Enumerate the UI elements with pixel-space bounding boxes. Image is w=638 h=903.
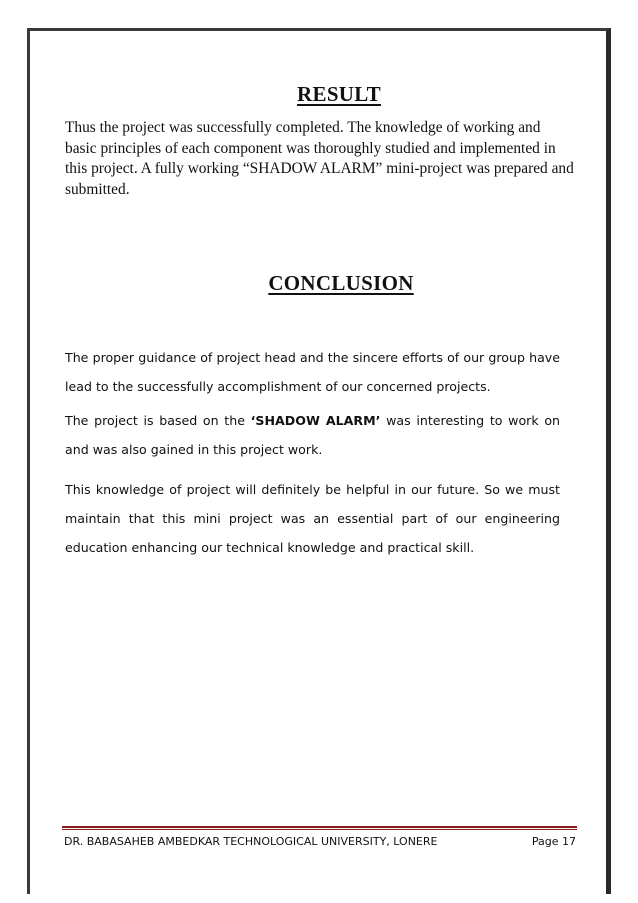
conclusion-heading: CONCLUSION <box>268 271 414 295</box>
conclusion-paragraph-2 <box>65 406 560 464</box>
project-name-bold: ‘SHADOW ALARM’ <box>250 413 381 428</box>
footer-rule <box>62 826 577 828</box>
para2-text-after: was interesting to work on and was also gained in this project work. <box>65 413 560 457</box>
conclusion-paragraph-1: The proper guidance of project head and the sincere efforts of our group have lead to the successfully accomplishment of our concerned projects. <box>65 350 560 394</box>
result-heading: RESULT <box>297 82 381 106</box>
conclusion-paragraph-3: This knowledge of project will definitely be helpful in our future. So we must maintain that this mini project was an essential part of our engineering education enhancing our technical knowledge and practical skill. <box>65 482 560 555</box>
footer-rule-thin <box>62 829 577 830</box>
footer-page-number: Page 17 <box>531 835 576 848</box>
result-paragraph: Thus the project was successfully completed. The knowledge of working and basic principles of each component was thoroughly studied and implemented in this project. A fully working “SHADOW ALARM” mini-project was prepared and submitted. <box>65 119 574 198</box>
footer-institution: DR. BABASAHEB AMBEDKAR TECHNOLOGICAL UNIVERSITY, LONERE <box>64 835 438 848</box>
para2-text-before: The project is based on the <box>65 413 251 428</box>
